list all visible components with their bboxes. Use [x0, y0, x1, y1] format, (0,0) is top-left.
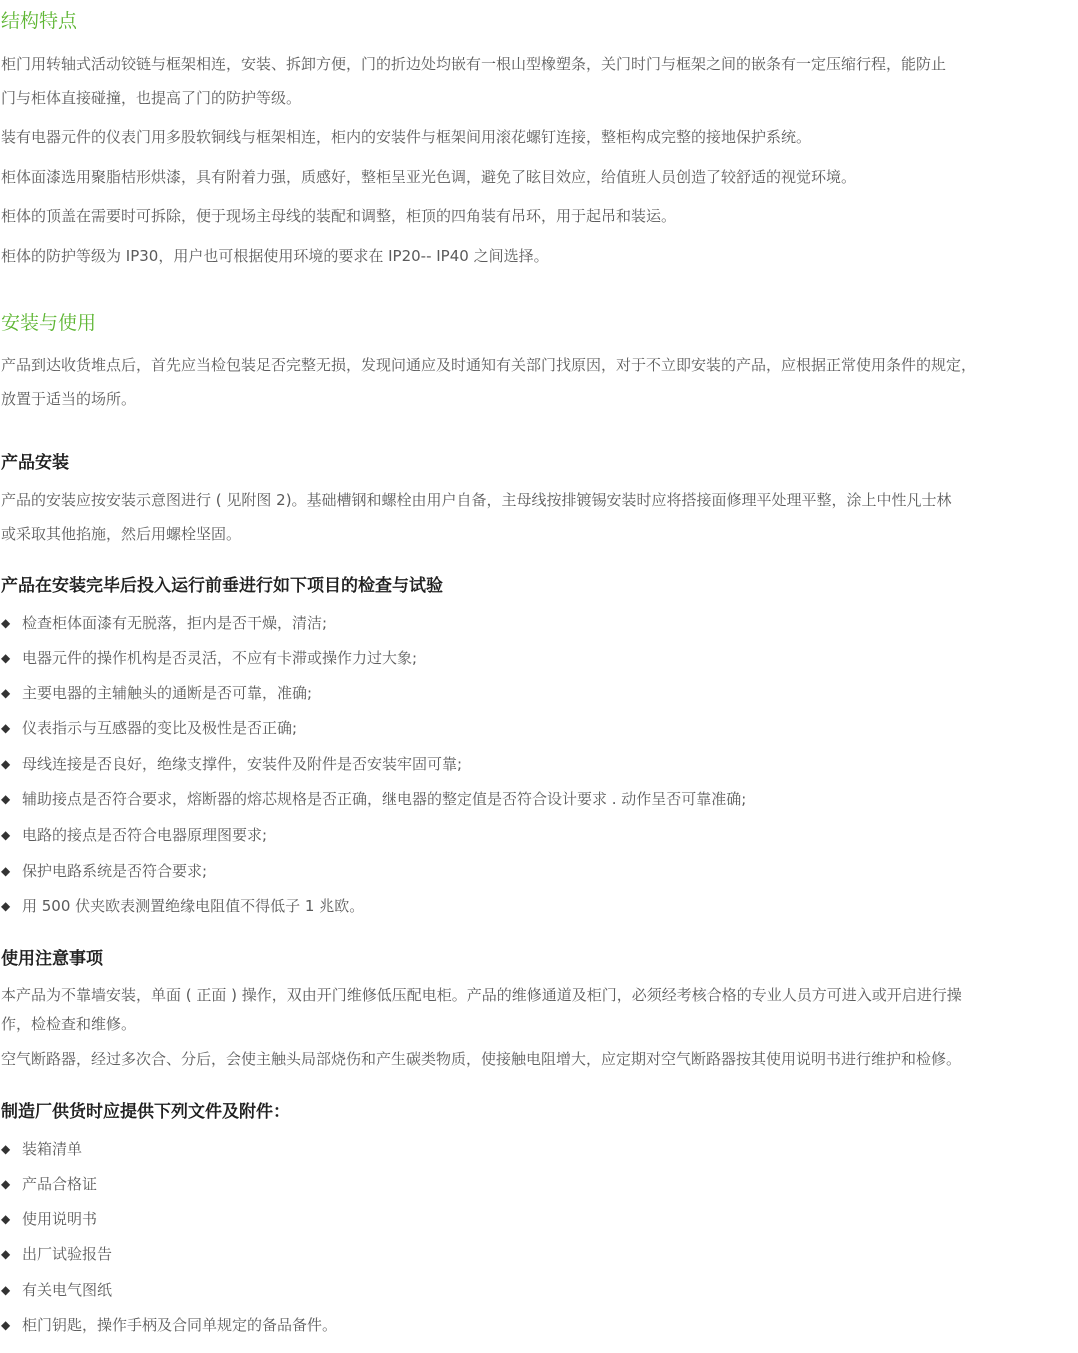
list-item-text: 出厂试验报告: [22, 1245, 113, 1263]
diamond-bullet-icon: ◆: [1, 828, 11, 842]
list-item: [1, 683, 312, 703]
list-item-text: 辅助接点是否符合要求，熔断器的熔芯规格是否正确，继电器的整定值是否符合设计要求 . 动作呈否可靠准确;: [22, 790, 747, 808]
list-item: [1, 718, 297, 738]
structure-paragraph-1b: 门与柜体直接碰撞，也提高了门的防护等级。: [1, 89, 302, 107]
section-title-inspection: 产品在安装完毕后投入运行前垂进行如下项目的检查与试验: [1, 576, 443, 596]
product-install-paragraph-1b: 或采取其他掐施，然后用螺栓坚固。: [1, 525, 242, 543]
list-item-text: 产品合格证: [22, 1175, 98, 1193]
list-item-text: 电路的接点是否符合电器原理图要求;: [22, 826, 268, 844]
list-item-text: 检查柜体面漆有无脱落，拒内是否干燥，清洁;: [22, 614, 328, 632]
diamond-bullet-icon: ◆: [1, 616, 11, 630]
section-title-notes: 使用注意事项: [1, 949, 103, 969]
list-item-text: 母线连接是否良好，绝缘支撑件，安装件及附件是否安装牢固可靠;: [22, 755, 463, 773]
list-item: [1, 861, 207, 881]
list-item: [1, 754, 462, 774]
list-item-text: 柜门钥匙，操作手柄及合同单规定的备品备件。: [22, 1316, 338, 1334]
list-item: [1, 896, 364, 916]
list-item-text: 用 500 伏夹欧表测置绝缘电阻值不得低子 1 兆欧。: [22, 897, 365, 915]
diamond-bullet-icon: ◆: [1, 721, 11, 735]
list-item-text: 使用说明书: [22, 1210, 98, 1228]
list-item: [1, 825, 267, 845]
list-item-text: 装箱清单: [22, 1140, 83, 1158]
product-install-paragraph-1a: 产品的安装应按安装示意图进行 ( 见附图 2)。基础槽钢和螺栓由用户自备，主母线按排镀锡安装时应将搭接面修理平处理平整，涂上中性凡士林: [1, 491, 952, 509]
list-item: [1, 648, 417, 668]
section-title-structure: 结构特点: [1, 10, 78, 32]
notes-paragraph-2: 空气断路器，经过多次合、分后，会使主触头局部烧伤和产生碳类物质，使接触电阻增大，应定期对空气断路器按其使用说明书进行维护和检修。: [1, 1050, 962, 1068]
diamond-bullet-icon: ◆: [1, 1142, 11, 1156]
diamond-bullet-icon: ◆: [1, 1318, 11, 1332]
list-item: [1, 613, 327, 633]
diamond-bullet-icon: ◆: [1, 651, 11, 665]
notes-paragraph-1a: 本产品为不靠墙安装，单面 ( 正面 ) 操作，双由开门维修低压配电柜。产品的维修通道及柜门，必须经考核合格的专业人员方可进入或开启进行操: [1, 986, 962, 1004]
list-item: [1, 789, 746, 809]
structure-paragraph-3: 柜体面漆选用聚脂桔形烘漆，具有附着力强，质感好，整柜呈亚光色调，避免了眩目效应，给值班人员创造了较舒适的视觉环境。: [1, 168, 857, 186]
install-use-paragraph-1a: 产品到达收货堆点后，首先应当检包装足否完整无损，发现问通应及时通知有关部门找原因，对于不立即安装的产品，应根据正常使用条件的规定，: [1, 356, 977, 374]
notes-paragraph-1b: 作，检检查和维修。: [1, 1015, 137, 1033]
list-item: [1, 1209, 97, 1229]
section-title-install-use: 安装与使用: [1, 312, 97, 334]
list-item-text: 主要电器的主辅触头的通断是否可靠，准确;: [22, 684, 313, 702]
diamond-bullet-icon: ◆: [1, 792, 11, 806]
list-item: [1, 1244, 112, 1264]
structure-paragraph-2: 装有电器元件的仪表门用多股软铜线与框架相连，柜内的安装件与框架间用滚花螺钉连接，整柜构成完整的接地保护系统。: [1, 128, 812, 146]
structure-paragraph-1a: 柜门用转轴式活动铰链与框架相连，安装、拆卸方便，门的折边处均嵌有一根山型橡塑条，关门时门与框架之间的嵌条有一定压缩行程，能防止: [1, 55, 947, 73]
list-item: [1, 1315, 337, 1335]
list-item: [1, 1139, 82, 1159]
list-item-text: 保护电路系统是否符合要求;: [22, 862, 208, 880]
diamond-bullet-icon: ◆: [1, 686, 11, 700]
install-use-paragraph-1b: 放置于适当的场所。: [1, 390, 137, 408]
diamond-bullet-icon: ◆: [1, 1212, 11, 1226]
diamond-bullet-icon: ◆: [1, 864, 11, 878]
diamond-bullet-icon: ◆: [1, 1247, 11, 1261]
list-item: [1, 1174, 97, 1194]
list-item-text: 仪表指示与互感器的变比及极性是否正确;: [22, 719, 298, 737]
structure-paragraph-4: 柜体的顶盖在需要时可拆除，便于现场主母线的装配和调整，柜顶的四角装有吊环，用于起吊和装运。: [1, 207, 677, 225]
list-item-text: 电器元件的操作机构是否灵活，不应有卡滞或操作力过大象;: [22, 649, 418, 667]
list-item: [1, 1280, 112, 1300]
diamond-bullet-icon: ◆: [1, 1283, 11, 1297]
diamond-bullet-icon: ◆: [1, 899, 11, 913]
diamond-bullet-icon: ◆: [1, 757, 11, 771]
section-title-product-install: 产品安装: [1, 453, 69, 473]
section-title-documents: 制造厂供货时应提供下列文件及附件：: [1, 1102, 290, 1122]
diamond-bullet-icon: ◆: [1, 1177, 11, 1191]
list-item-text: 有关电气图纸: [22, 1281, 113, 1299]
structure-paragraph-5: 柜体的防护等级为 IP30，用户也可根据使用环境的要求在 IP20-- IP40 之间选择。: [1, 247, 549, 265]
